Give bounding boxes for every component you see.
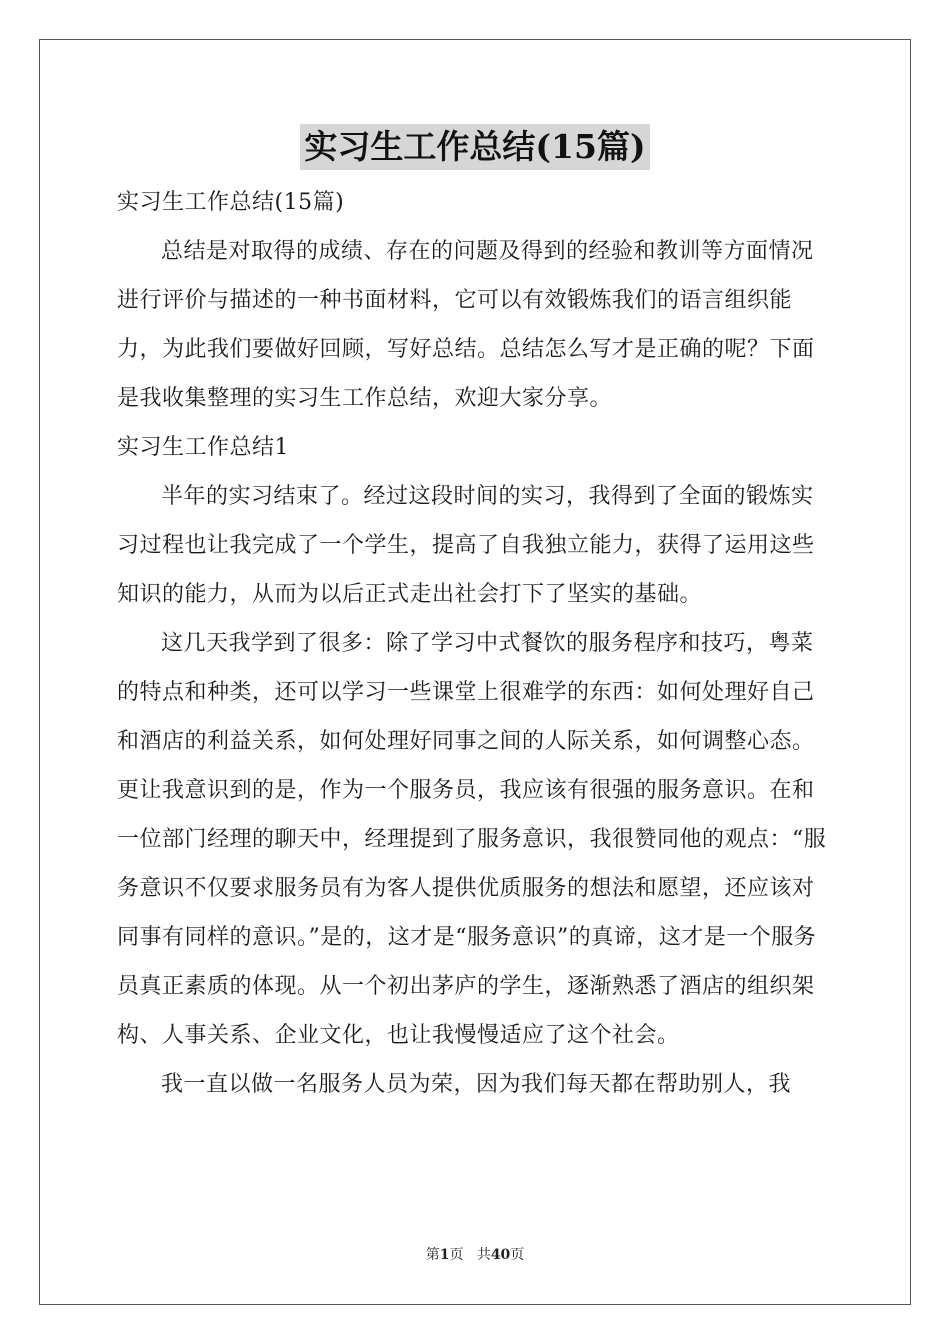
total-suffix: 页 bbox=[510, 1247, 525, 1263]
title-container bbox=[0, 124, 950, 170]
section-heading: 实习生工作总结1 bbox=[117, 435, 289, 460]
total-prefix: 共 bbox=[476, 1247, 491, 1263]
page-prefix: 第 bbox=[425, 1247, 440, 1263]
intro-paragraph: 总结是对取得的成绩、存在的问题及得到的经验和教训等方面情况进行评价与描述的一种书面材料，它可以有效锻炼我们的语言组织能力，为此我们要做好回顾，写好总结。总结怎么写才是正确的呢？下面是我收集整理的实习生工作总结，欢迎大家分享。 bbox=[117, 239, 815, 411]
section-paragraph-2: 这几天我学到了很多：除了学习中式餐饮的服务程序和技巧，粤菜的特点和种类，还可以学习一些课堂上很难学的东西：如何处理好自己和酒店的利益关系，如何处理好同事之间的人际关系，如何调整心态。更让我意识到的是，作为一个服务员，我应该有很强的服务意识。在和一位部门经理的聊天中，经理提到了服务意识，我很赞同他的观点：“服务意识不仅要求服务员有为客人提供优质服务的想法和愿望，还应该对同事有同样的意识。”是的，这才是“服务意识”的真谛，这才是一个服务员真正素质的体现。从一个初出茅庐的学生，逐渐熟悉了酒店的组织架构、人事关系、企业文化，也让我慢慢适应了这个社会。 bbox=[117, 631, 827, 1048]
page-footer bbox=[0, 1244, 950, 1264]
section-paragraph-1: 半年的实习结束了。经过这段时间的实习，我得到了全面的锻炼实习过程也让我完成了一个学生，提高了自我独立能力，获得了运用这些知识的能力，从而为以后正式走出社会打下了坚实的基础。 bbox=[117, 484, 815, 607]
document-body bbox=[117, 178, 833, 1109]
total-pages: 40 bbox=[490, 1247, 511, 1263]
page-suffix: 页 bbox=[449, 1247, 464, 1263]
page-number: 1 bbox=[439, 1247, 450, 1263]
document-title: 实习生工作总结(15篇) bbox=[300, 124, 649, 170]
subtitle: 实习生工作总结(15篇) bbox=[117, 190, 345, 215]
section-paragraph-3: 我一直以做一名服务人员为荣，因为我们每天都在帮助别人，我 bbox=[161, 1072, 792, 1097]
